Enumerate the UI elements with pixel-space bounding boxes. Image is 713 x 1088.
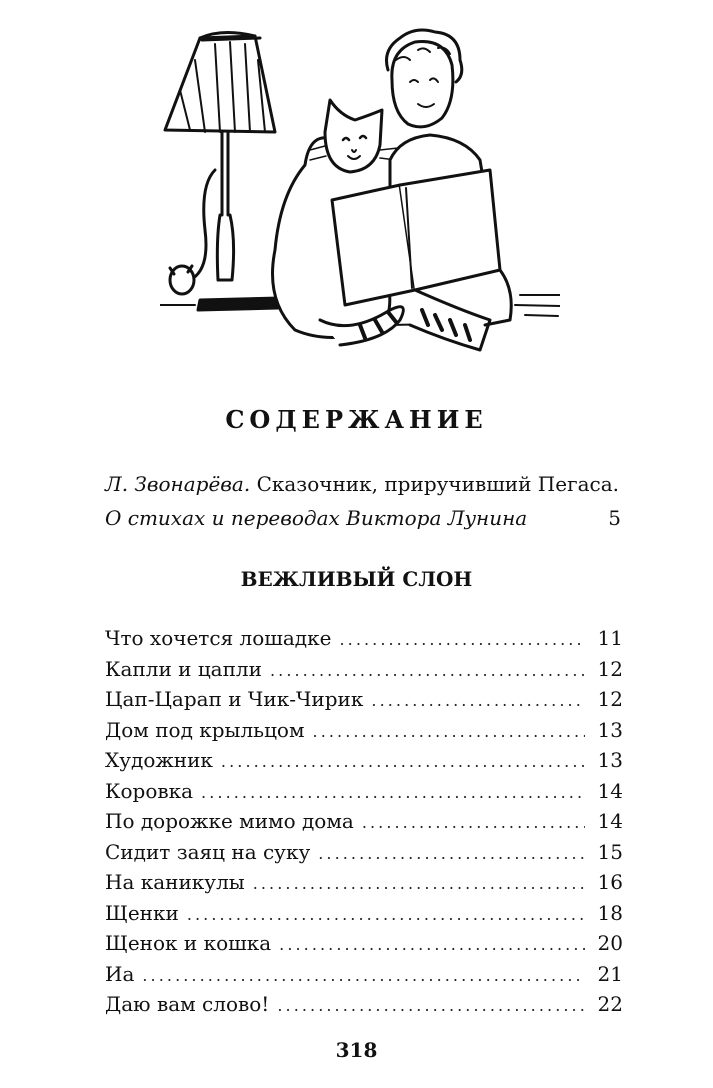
toc-entry[interactable] — [105, 623, 623, 654]
dot-leader — [187, 900, 585, 931]
toc-entry[interactable] — [105, 806, 623, 837]
intro-title: Сказочник, приручивший Пегаса. — [256, 472, 619, 496]
dot-leader — [201, 778, 585, 809]
toc-entry[interactable] — [105, 867, 623, 898]
page-number: 318 — [335, 1038, 378, 1062]
toc-entry-title: На каникулы — [105, 870, 245, 894]
toc-entry-page: 12 — [597, 687, 623, 711]
illustration-child-reading-with-cat — [160, 20, 560, 365]
toc-entry-title: Сидит заяц на суку — [105, 839, 311, 864]
intro-subtitle: О стихах и переводах Виктора Лунина — [105, 506, 528, 530]
toc-entry-page: 21 — [597, 961, 623, 986]
toc-entry-page: 15 — [597, 839, 623, 864]
dot-leader — [339, 625, 585, 656]
toc-entry[interactable] — [105, 898, 623, 929]
toc-entry-title: По дорожке мимо дома — [105, 809, 354, 833]
dot-leader — [221, 747, 585, 778]
toc-entry-page: 16 — [597, 870, 623, 894]
section-title: ВЕЖЛИВЫЙ СЛОН — [240, 567, 473, 591]
dot-leader — [277, 991, 585, 1022]
dot-leader — [313, 717, 585, 748]
intro-page: 5 — [608, 506, 621, 530]
toc-entry-title: Даю вам слово! — [105, 992, 270, 1016]
toc-entry-page: 22 — [597, 992, 623, 1016]
toc-entry-title: Капли и цапли — [105, 656, 262, 681]
toc-entry-page: 20 — [597, 931, 623, 955]
toc-entry[interactable] — [105, 745, 623, 776]
toc-entry-page: 14 — [597, 809, 623, 833]
dot-leader — [270, 656, 585, 687]
toc-entry-title: Художник — [105, 748, 213, 772]
intro-author: Л. Звонарёва. — [105, 472, 251, 496]
dot-leader — [318, 839, 585, 870]
toc-entry[interactable] — [105, 684, 623, 715]
toc-entry-page: 11 — [597, 626, 623, 650]
toc-entry-page: 13 — [597, 748, 623, 772]
toc-entry-title: Дом под крыльцом — [105, 717, 305, 742]
dot-leader — [142, 961, 585, 992]
toc-entry[interactable] — [105, 654, 623, 685]
toc-entry-page: 14 — [597, 778, 623, 803]
toc-entry[interactable] — [105, 959, 623, 990]
toc-entry-page: 13 — [597, 717, 623, 742]
toc-entry[interactable] — [105, 989, 623, 1020]
toc-entry-page: 12 — [597, 656, 623, 681]
toc-heading: СОДЕРЖАНИЕ — [225, 405, 488, 434]
dot-leader — [253, 869, 585, 900]
toc-entry[interactable] — [105, 776, 623, 807]
toc-entry[interactable] — [105, 928, 623, 959]
toc-entry-page: 18 — [597, 900, 623, 925]
toc-entry-title: Щенок и кошка — [105, 931, 272, 955]
dot-leader — [371, 686, 585, 717]
toc-entry[interactable] — [105, 715, 623, 746]
toc-entry-title: Цап-Царап и Чик-Чирик — [105, 687, 364, 711]
dot-leader — [362, 808, 585, 839]
toc-entry[interactable] — [105, 837, 623, 868]
toc-entry-title: Иа — [105, 961, 135, 986]
toc-list — [105, 623, 623, 1020]
toc-entry-title: Щенки — [105, 900, 179, 925]
toc-entry-title: Что хочется лошадке — [105, 626, 332, 650]
toc-entry-title: Коровка — [105, 778, 194, 803]
dot-leader — [279, 930, 585, 961]
